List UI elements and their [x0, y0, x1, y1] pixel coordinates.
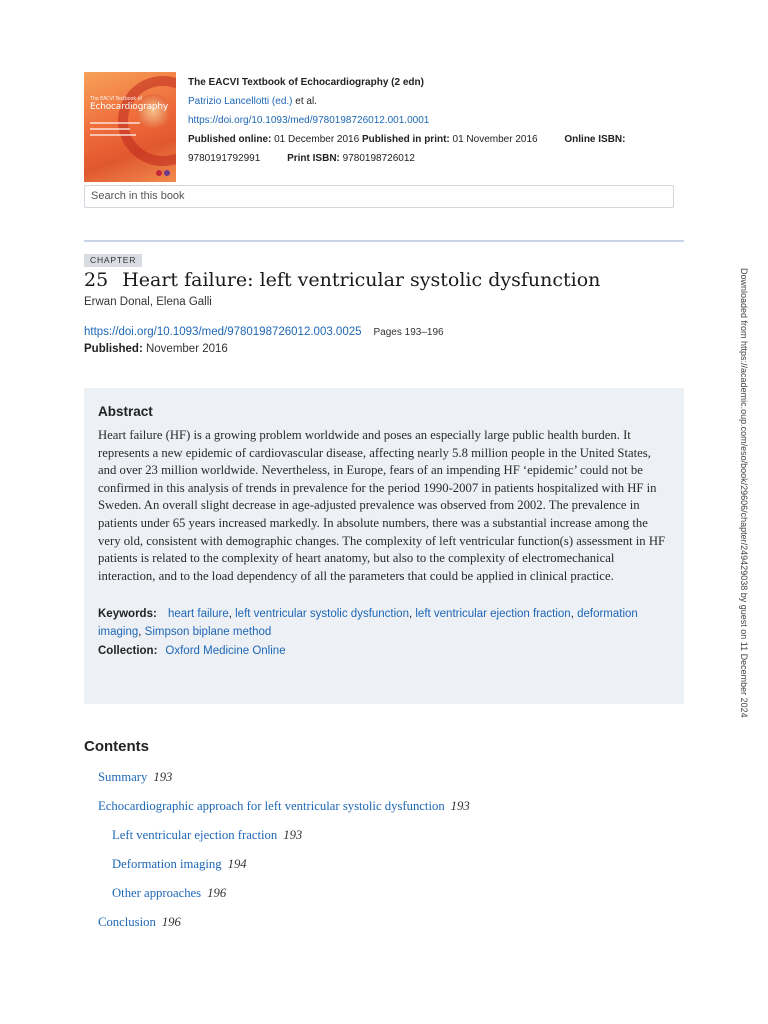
toc-link[interactable]: Echocardiographic approach for left ventricular systolic dysfunction — [98, 799, 445, 813]
search-in-book-input[interactable] — [84, 185, 674, 208]
print-isbn-label: Print ISBN: — [287, 153, 340, 164]
toc-page: 193 — [153, 770, 173, 784]
book-cover-image[interactable] — [84, 72, 176, 182]
chapter-pages: Pages 193–196 — [373, 327, 444, 338]
keywords-row: Keywords: heart failure, left ventricular systolic dysfunction, left ventricular ejection fraction, deformation imaging, Simpson biplane method — [98, 608, 638, 639]
contents-heading: Contents — [84, 738, 149, 755]
chapter-published — [84, 343, 228, 355]
toc-item — [98, 770, 172, 785]
keyword-link[interactable]: left ventricular systolic dysfunction — [235, 608, 409, 621]
published-date: November 2016 — [142, 343, 228, 355]
cover-text-line — [90, 134, 136, 136]
keywords-label: Keywords: — [98, 608, 157, 621]
chapter-badge: CHAPTER — [84, 254, 142, 267]
editor-suffix: et al. — [292, 96, 317, 107]
toc-page: 193 — [283, 828, 303, 842]
collection-link[interactable]: Oxford Medicine Online — [165, 645, 286, 658]
collection-label: Collection: — [98, 645, 158, 658]
published-online-label: Published online: — [188, 134, 272, 145]
published-online-date: 01 December 2016 — [271, 134, 362, 145]
toc-item — [112, 857, 247, 872]
toc-item — [98, 915, 181, 930]
divider — [84, 240, 684, 242]
cover-logo — [156, 170, 162, 176]
toc-item — [112, 828, 302, 843]
download-note: Downloaded from https://academic.oup.com/eso/book/29606/chapter/249429038 by guest on 11 December 2024 — [739, 268, 749, 718]
published-print-date: 01 November 2016 — [449, 134, 538, 145]
toc-link[interactable]: Deformation imaging — [112, 857, 222, 871]
keyword-link[interactable]: deformation imaging — [98, 608, 638, 639]
abstract-heading: Abstract — [98, 404, 153, 419]
toc-page: 193 — [450, 799, 470, 813]
print-isbn-value: 9780198726012 — [339, 153, 415, 164]
toc-page: 196 — [161, 915, 181, 929]
keyword-link[interactable]: heart failure — [168, 608, 229, 621]
chapter-number: 25 — [84, 269, 109, 291]
toc-item — [98, 799, 470, 814]
collection-row — [98, 645, 670, 657]
toc-link[interactable]: Left ventricular ejection fraction — [112, 828, 278, 842]
download-watermark — [736, 268, 750, 758]
toc-item — [112, 886, 226, 901]
chapter-authors: Erwan Donal, Elena Galli — [84, 296, 212, 308]
chapter-doi-line — [84, 326, 444, 338]
cover-text-line — [90, 122, 140, 124]
book-title[interactable]: The EACVI Textbook of Echocardiography (2 edn) — [188, 77, 424, 88]
toc-link[interactable]: Conclusion — [98, 915, 156, 929]
search-placeholder: Search in this book — [91, 190, 185, 202]
book-metadata — [188, 73, 688, 168]
published-print-label: Published in print: — [361, 134, 450, 145]
cover-text-line — [90, 128, 130, 130]
keyword-link[interactable]: Simpson biplane method — [144, 626, 272, 639]
abstract-text: Heart failure (HF) is a growing problem worldwide and poses an especially large public health burden. It represents a new epidemic of cardiovascular disease, affecting nearly 5.8 million people in the United States, and over 23 million worldwide. Nevertheless, in Europe, fears of an impending HF ‘epidemic’ could not be confirmed in this analysis of trends in prevalence for the period 1990-2007 in patients hospitalized with HF in Sweden. An overall slight decrease in age-adjusted prevalence was observed from 2002. The prevalence in patients under 65 years increased markedly. In absolute numbers, there was a substantial increase among the very old, consistent with demographic changes. The complexity of left ventricular function(s) assessment in HF patients is related to the complexity of heart anatomy, but also to the complexity of electromechanical interaction, and to the load dependency of all the parameters that could be applied in clinical practice. — [98, 428, 666, 583]
cover-logo — [164, 170, 170, 176]
keyword-link[interactable]: left ventricular ejection fraction — [415, 608, 571, 621]
book-doi-link[interactable]: https://doi.org/10.1093/med/9780198726012.001.0001 — [188, 115, 430, 126]
online-isbn-label: Online ISBN: — [564, 134, 626, 145]
published-label: Published: — [84, 343, 143, 355]
chapter-doi-link[interactable]: https://doi.org/10.1093/med/9780198726012.003.0025 — [84, 326, 362, 338]
chapter-title — [84, 269, 600, 291]
cover-title: The EACVI Textbook of Echocardiography — [90, 96, 169, 112]
toc-page: 194 — [227, 857, 247, 871]
chapter-title-text: Heart failure: left ventricular systolic dysfunction — [122, 269, 601, 291]
editor-link[interactable]: Patrizio Lancellotti (ed.) — [188, 96, 293, 107]
toc-link[interactable]: Summary — [98, 770, 148, 784]
abstract-box — [84, 388, 684, 704]
online-isbn-value: 9780191792991 — [188, 153, 261, 164]
toc-page: 196 — [207, 886, 227, 900]
toc-link[interactable]: Other approaches — [112, 886, 202, 900]
